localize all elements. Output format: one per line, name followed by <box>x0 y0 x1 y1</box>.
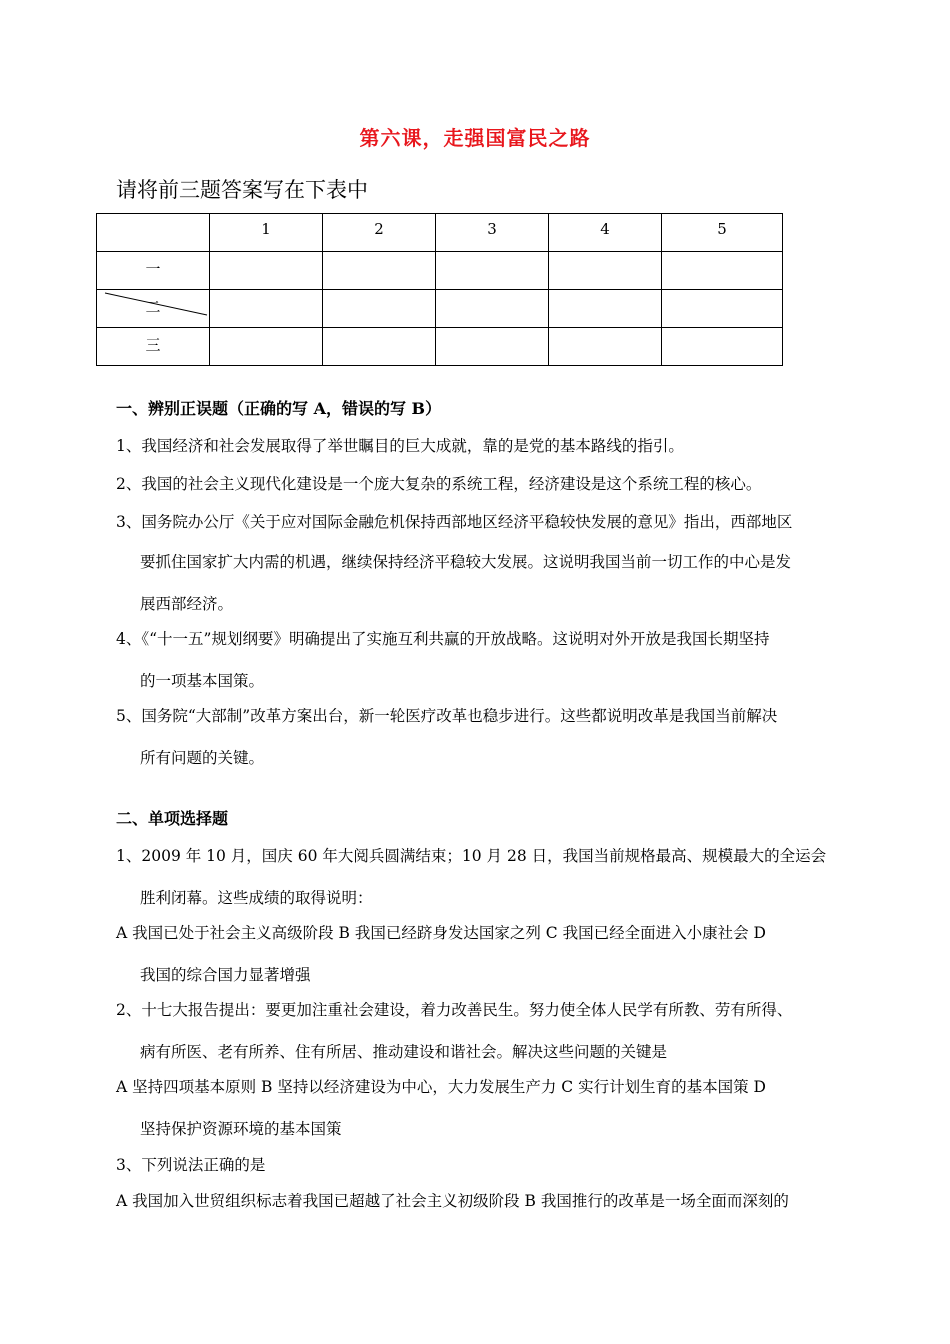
question-line: 的一项基本国策。 <box>140 672 265 690</box>
answer-cell[interactable] <box>662 328 783 366</box>
answer-cell[interactable] <box>323 328 436 366</box>
table-header-cell: 5 <box>662 214 783 252</box>
question-line: 要抓住国家扩大内需的机遇，继续保持经济平稳较大发展。这说明我国当前一切工作的中心是发 <box>140 553 792 571</box>
answer-cell[interactable] <box>210 252 323 290</box>
table-row <box>97 252 783 290</box>
table-header-row <box>97 214 783 252</box>
answer-cell[interactable] <box>436 290 549 328</box>
diagonal-line <box>97 290 209 328</box>
row-label: 一 <box>97 252 210 290</box>
option-line: A 我国已处于社会主义高级阶段 B 我国已经跻身发达国家之列 C 我国已经全面进入小康社会 D <box>116 924 766 942</box>
row-label: 二 <box>145 298 161 316</box>
table-row <box>97 290 783 328</box>
question-line: 5、国务院“大部制”改革方案出台，新一轮医疗改革也稳步进行。这些都说明改革是我国当前解决 <box>116 707 778 725</box>
answer-cell[interactable] <box>436 252 549 290</box>
answer-cell[interactable] <box>210 328 323 366</box>
answer-instruction: 请将前三题答案写在下表中 <box>116 178 368 202</box>
question-line: 1、我国经济和社会发展取得了举世瞩目的巨大成就，靠的是党的基本路线的指引。 <box>116 437 684 455</box>
answer-cell[interactable] <box>210 290 323 328</box>
option-line: 坚持保护资源环境的基本国策 <box>140 1120 342 1138</box>
table-header-cell: 1 <box>210 214 323 252</box>
row-label-cell <box>97 290 210 328</box>
answer-cell[interactable] <box>549 290 662 328</box>
answer-cell[interactable] <box>549 328 662 366</box>
answer-table <box>96 213 783 366</box>
table-header-cell <box>97 214 210 252</box>
table-header-cell: 2 <box>323 214 436 252</box>
answer-cell[interactable] <box>662 252 783 290</box>
table-header-cell: 4 <box>549 214 662 252</box>
question-line: 4、《“十一五”规划纲要》明确提出了实施互利共赢的开放战略。这说明对外开放是我国长期坚持 <box>116 630 770 648</box>
question-line: 3、下列说法正确的是 <box>116 1156 266 1174</box>
option-line: A 坚持四项基本原则 B 坚持以经济建设为中心，大力发展生产力 C 实行计划生育的基本国策 D <box>116 1078 766 1096</box>
answer-cell[interactable] <box>549 252 662 290</box>
table-header-cell: 3 <box>436 214 549 252</box>
table-row <box>97 328 783 366</box>
section-heading-multiple-choice: 二、单项选择题 <box>116 809 229 828</box>
section-heading-true-false: 一、辨别正误题（正确的写 A，错误的写 B） <box>116 399 442 418</box>
answer-cell[interactable] <box>436 328 549 366</box>
answer-cell[interactable] <box>323 252 436 290</box>
page-title: 第六课，走强国富民之路 <box>359 126 591 150</box>
row-label: 三 <box>97 328 210 366</box>
answer-cell[interactable] <box>323 290 436 328</box>
option-line: A 我国加入世贸组织标志着我国已超越了社会主义初级阶段 B 我国推行的改革是一场全面而深刻的 <box>116 1192 789 1210</box>
answer-cell[interactable] <box>662 290 783 328</box>
question-line: 胜利闭幕。这些成绩的取得说明： <box>140 889 373 907</box>
question-line: 所有问题的关键。 <box>140 749 265 767</box>
question-line: 2、十七大报告提出：要更加注重社会建设，着力改善民生。努力使全体人民学有所教、劳有所得、 <box>116 1001 793 1019</box>
question-line: 1、2009 年 10 月，国庆 60 年大阅兵圆满结束；10 月 28 日，我国当前规格最高、规模最大的全运会 <box>116 847 827 865</box>
question-line: 3、国务院办公厅《关于应对国际金融危机保持西部地区经济平稳较快发展的意见》指出，西部地区 <box>116 513 793 531</box>
question-line: 2、我国的社会主义现代化建设是一个庞大复杂的系统工程，经济建设是这个系统工程的核心。 <box>116 475 762 493</box>
option-line: 我国的综合国力显著增强 <box>140 966 311 984</box>
question-line: 展西部经济。 <box>140 595 234 613</box>
question-line: 病有所医、老有所养、住有所居、推动建设和谐社会。解决这些问题的关键是 <box>140 1043 668 1061</box>
